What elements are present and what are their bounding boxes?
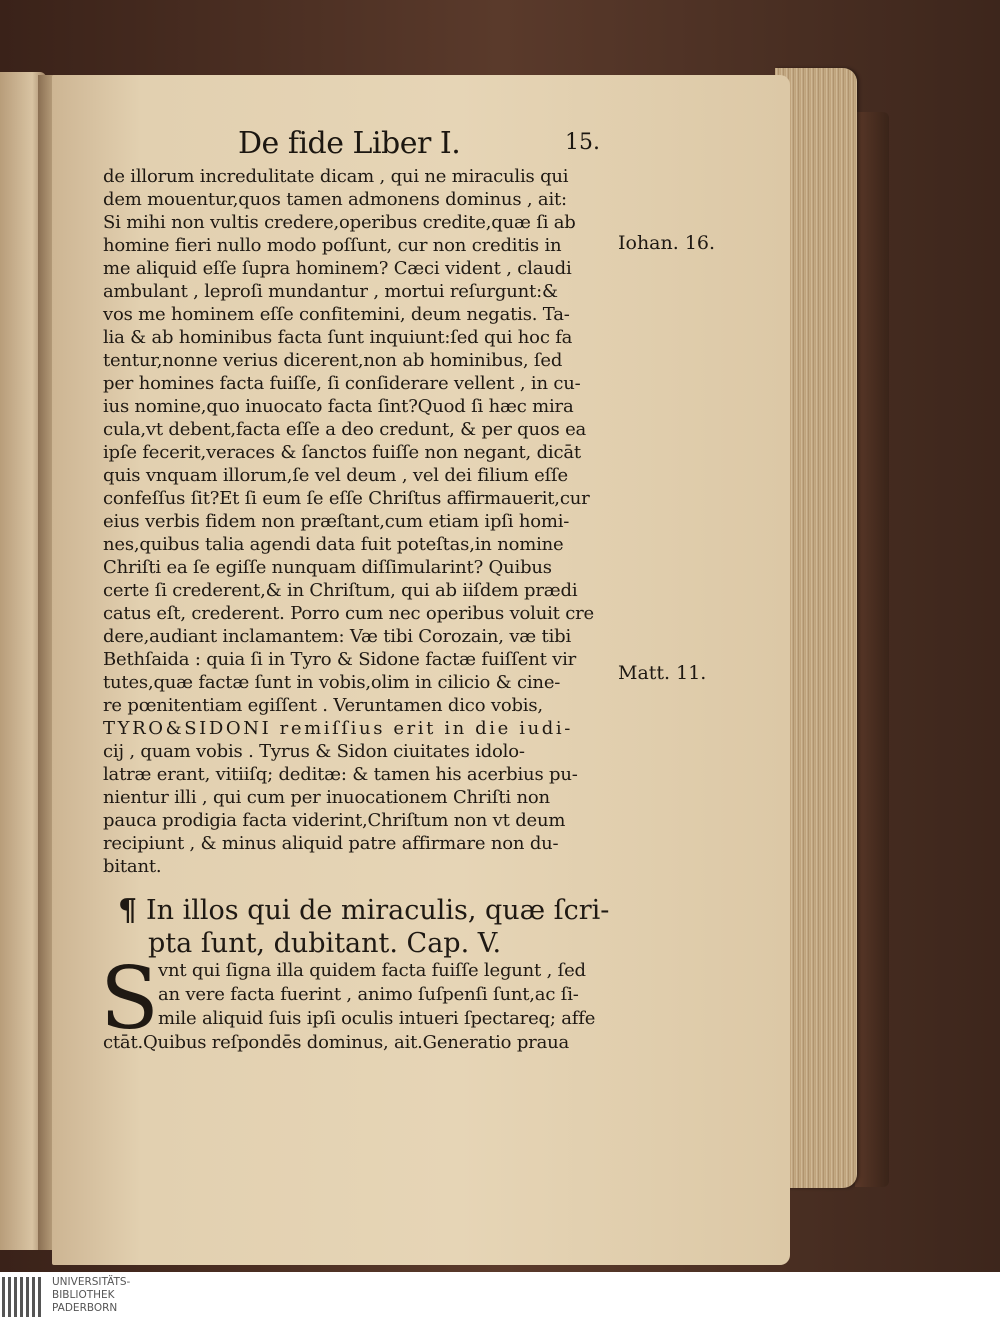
text-line: dem mouentur,quos tamen admonens dominus , ait: [103,189,567,210]
text-line: quis vnquam illorum,ſe vel deum , vel dei filium eſſe [103,465,568,486]
section-heading: In illos qui de miraculis, quæ ſcri- [146,895,610,926]
text-line: an vere facta fuerint , animo ſuſpenſi ſunt,ac ſi- [158,984,579,1005]
text-line: ius nomine,quo inuocato facta ſint?Quod ſi hæc mira [103,396,574,417]
margin-note: Iohan. 16. [618,232,716,254]
text-line: ambulant , leproſi mundantur , mortui reſurgunt:& [103,281,558,302]
text-line: bitant. [103,856,162,877]
text-line: TYRO&SIDONI remiſſius erit in die iudi- [103,718,573,739]
text-line: tentur,nonne verius dicerent,non ab hominibus, ſed [103,350,563,371]
book-cover-edge [855,112,889,1187]
library-name [52,1276,130,1315]
text-line: nientur illi , qui cum per inuocationem Chriſti non [103,787,550,808]
text-line: cula,vt debent,facta eſſe a deo credunt, & per quos ea [103,419,587,440]
text-line: Si mihi non vultis credere,operibus credite,quæ ſi ab [103,212,576,233]
margin-note: Matt. 11. [618,662,707,684]
text-line: confeſſus ſit?Et ſi eum ſe eſſe Chriſtus affirmauerit,cur [103,488,590,509]
text-line: pauca prodigia facta viderint,Chriſtum non vt deum [103,810,566,831]
library-name-line: PADERBORN [52,1302,118,1314]
text-line: ctāt.Quibus reſpondēs dominus, ait.Generatio praua [103,1032,570,1053]
library-logo-icon [2,1277,46,1317]
pilcrow-mark: ¶ [118,893,138,928]
text-line: tutes,quæ factæ ſunt in vobis,olim in cilicio & cine- [103,672,561,693]
text-line: de illorum incredulitate dicam , qui ne miraculis qui [103,166,569,187]
text-line: nes,quibus talia agendi data fuit poteſtas,in nomine [103,534,564,555]
text-line: latræ erant, vitiiſq; deditæ: & tamen his acerbius pu- [103,764,578,785]
library-name-line: UNIVERSITÄTS- [52,1276,131,1288]
text-line: catus eſt, crederent. Porro cum nec operibus voluit cre [103,603,594,624]
text-line: per homines facta fuiſſe, ſi conſiderare vellent , in cu- [103,373,581,394]
text-line: cij , quam vobis . Tyrus & Sidon ciuitates idolo- [103,741,525,762]
text-line: homine fieri nullo modo poſſunt, cur non creditis in [103,235,562,256]
library-name-line: BIBLIOTHEK [52,1289,115,1301]
drop-cap-initial: S [100,949,159,1049]
text-line: me aliquid eſſe ſupra hominem? Cæci vident , claudi [103,258,572,279]
text-line: vos me hominem eſſe confitemini, deum negatis. Ta- [103,304,570,325]
section-heading: pta ſunt, dubitant. Cap. V. [148,928,502,959]
running-title: De fide Liber I. [238,126,461,161]
text-line: mile aliquid ſuis ipſi oculis intueri ſpectareq; affe [158,1008,596,1029]
library-footer [0,1272,1000,1323]
text-line: Chriſti ea ſe egiſſe nunquam diſſimularint? Quibus [103,557,552,578]
text-line: vnt qui ſigna illa quidem facta fuiſſe legunt , ſed [158,960,586,981]
text-line: re pœnitentiam egiſſent . Veruntamen dico vobis, [103,695,543,716]
page-number: 15. [565,130,600,155]
text-line: recipiunt , & minus aliquid patre affirmare non du- [103,833,559,854]
text-line: ipſe fecerit,veraces & ſanctos fuiſſe non negant, dicāt [103,442,581,463]
text-line: Bethſaida : quia ſi in Tyro & Sidone factæ fuiſſent vir [103,649,577,670]
text-line: certe ſi crederent,& in Chriſtum, qui ab iiſdem prædi [103,580,578,601]
text-line: eius verbis fidem non præſtant,cum etiam ipſi homi- [103,511,570,532]
text-line: lia & ab hominibus facta ſunt inquiunt:ſed qui hoc fa [103,327,573,348]
text-line: dere,audiant inclamantem: Væ tibi Corozain, væ tibi [103,626,572,647]
